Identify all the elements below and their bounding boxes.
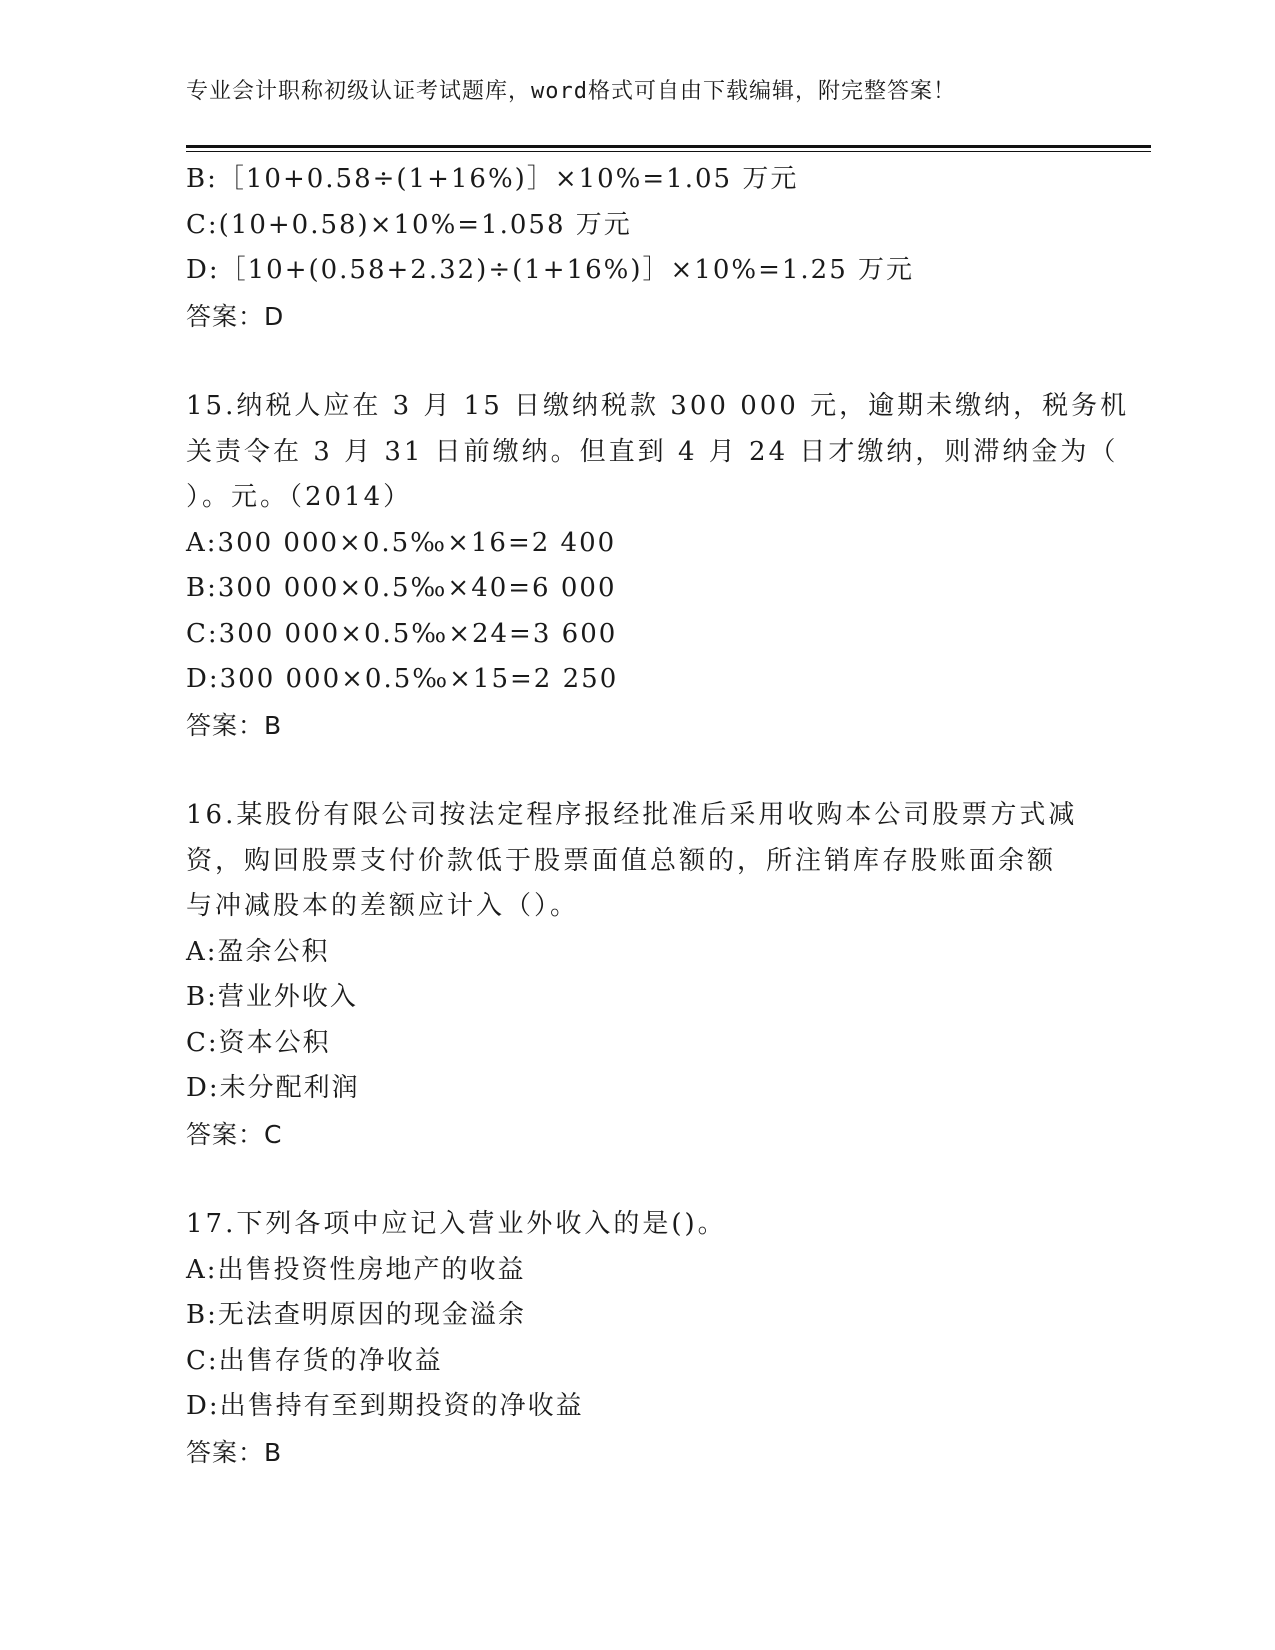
question-stem-line: 16.某股份有限公司按法定程序报经批准后采用收购本公司股票方式减 <box>186 800 1078 830</box>
option-d: D:［10+(0.58+2.32)÷(1+16%)］×10%=1.25 万元 <box>186 255 915 285</box>
question-15 <box>186 384 1130 748</box>
question-17 <box>186 1202 1076 1475</box>
option-b: B:［10+0.58÷(1+16%)］×10%=1.05 万元 <box>186 164 799 194</box>
spacer <box>186 339 1076 384</box>
header-rule-thick <box>186 145 1151 148</box>
spacer <box>186 1157 1076 1202</box>
question-stem-line: 17.下列各项中应记入营业外收入的是()。 <box>186 1209 727 1239</box>
answer-line: 答案：D <box>186 301 285 331</box>
option-c: C:(10+0.58)×10%=1.058 万元 <box>186 209 632 240</box>
answer-line: 答案：B <box>186 1437 283 1467</box>
question-stem-line: ）。元。（2014） <box>186 482 413 512</box>
option-a: A:300 000×0.5‰×16=2 400 <box>186 527 617 558</box>
option-c: C:出售存货的净收益 <box>186 1345 443 1376</box>
option-a: A:盈余公积 <box>186 936 330 967</box>
option-c: C:资本公积 <box>186 1027 331 1058</box>
question-stem-line: 与冲减股本的差额应计入（）。 <box>186 891 580 921</box>
question-stem-line: 资，购回股票支付价款低于股票面值总额的，所注销库存股账面余额 <box>186 845 1057 876</box>
option-b: B:无法查明原因的现金溢余 <box>186 1300 526 1330</box>
question-16 <box>186 793 1076 1157</box>
page-header: 专业会计职称初级认证考试题库，word格式可自由下载编辑，附完整答案！ <box>186 79 956 104</box>
option-a: A:出售投资性房地产的收益 <box>186 1254 526 1285</box>
option-b: B:营业外收入 <box>186 982 358 1012</box>
answer-line: 答案：B <box>186 710 283 740</box>
question-stem-line: 15.纳税人应在 3 月 15 日缴纳税款 300 000 元，逾期未缴纳，税务机 <box>186 391 1130 421</box>
header-rule-thin <box>186 151 1151 152</box>
option-d: D:300 000×0.5‰×15=2 250 <box>186 664 619 694</box>
question-content <box>186 157 1130 1475</box>
question-stem-line: 关责令在 3 月 31 日前缴纳。但直到 4 月 24 日才缴纳，则滞纳金为（ <box>186 436 1119 467</box>
prev-question <box>186 157 1076 339</box>
answer-line: 答案：C <box>186 1119 283 1149</box>
option-c: C:300 000×0.5‰×24=3 600 <box>186 618 618 649</box>
option-d: D:出售持有至到期投资的净收益 <box>186 1391 584 1421</box>
spacer <box>186 748 1076 793</box>
option-b: B:300 000×0.5‰×40=6 000 <box>186 573 617 603</box>
option-d: D:未分配利润 <box>186 1073 360 1103</box>
